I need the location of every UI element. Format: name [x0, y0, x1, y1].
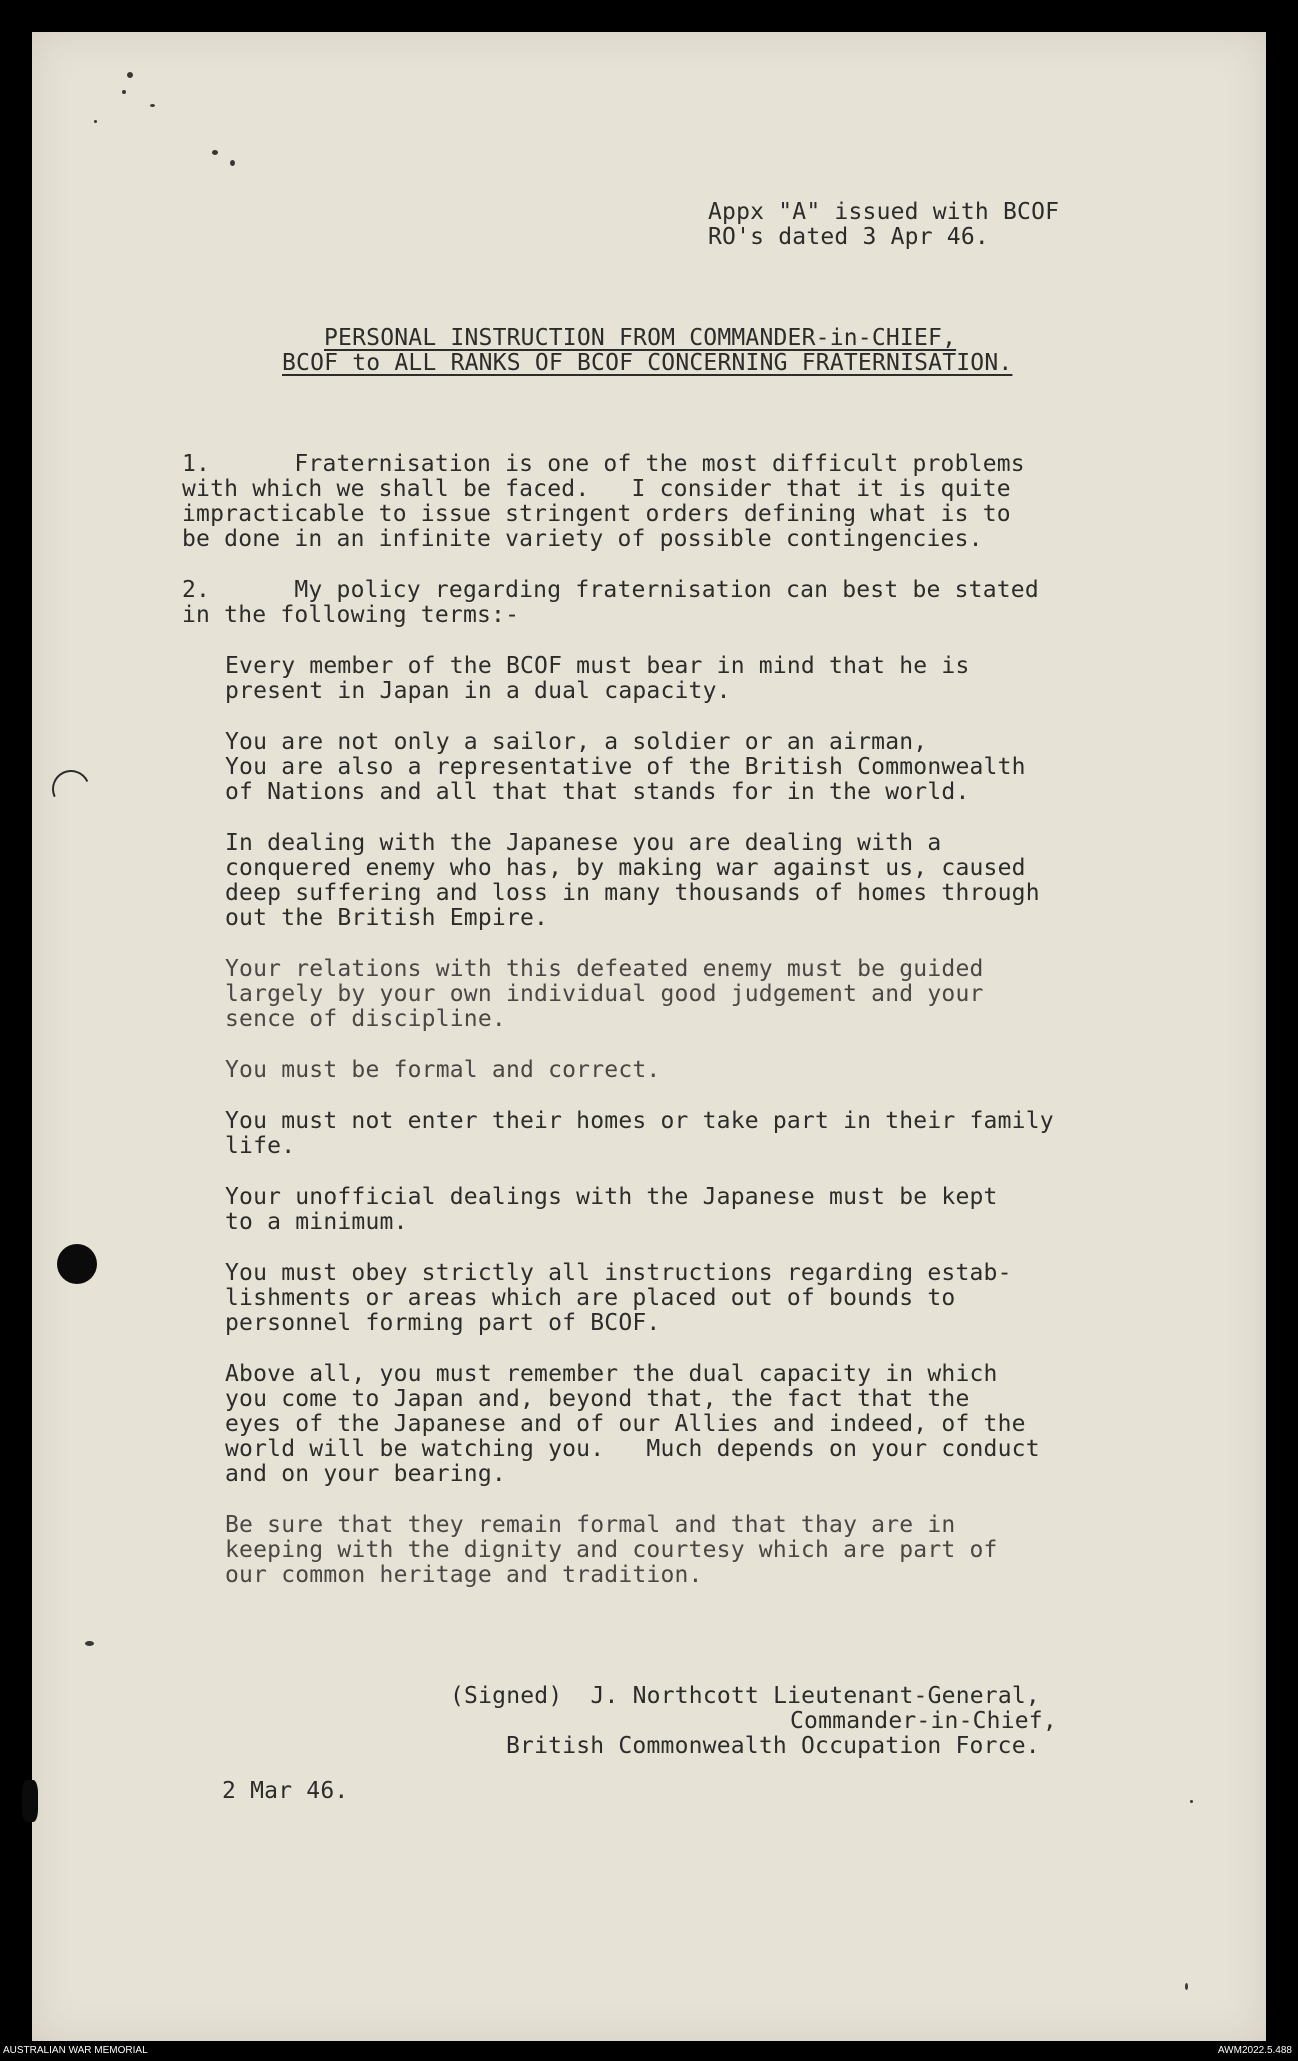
document-page: [32, 32, 1266, 2041]
paragraph-5-line-3: deep suffering and loss in many thousands of homes through: [225, 880, 1040, 906]
paragraph-2-line-1: 2. My policy regarding fraternisation can best be stated: [182, 577, 1039, 603]
title-line-1: PERSONAL INSTRUCTION FROM COMMANDER-in-CHIEF,: [324, 325, 957, 351]
paragraph-5-line-4: out the British Empire.: [225, 905, 549, 931]
paragraph-12-line-3: our common heritage and tradition.: [225, 1562, 703, 1588]
paragraph-11-line-3: eyes of the Japanese and of our Allies and indeed, of the: [225, 1411, 1026, 1437]
paragraph-10-line-1: You must obey strictly all instructions regarding estab-: [225, 1260, 1012, 1286]
paragraph-12-line-1: Be sure that they remain formal and that thay are in: [225, 1512, 956, 1538]
paragraph-9-line-2: to a minimum.: [225, 1209, 408, 1235]
signature-line-1: (Signed) J. Northcott Lieutenant-General,: [450, 1683, 1040, 1709]
paragraph-1-line-2: with which we shall be faced. I consider that it is quite: [182, 476, 1011, 502]
paragraph-4-line-2: You are also a representative of the British Commonwealth: [225, 754, 1026, 780]
paragraph-6-line-1: Your relations with this defeated enemy must be guided: [225, 956, 984, 982]
paragraph-1-line-1: 1. Fraternisation is one of the most difficult problems: [182, 451, 1025, 477]
paragraph-4-line-3: of Nations and all that that stands for in the world.: [225, 779, 970, 805]
paragraph-6-line-3: sence of discipline.: [225, 1006, 506, 1032]
punch-hole: [57, 1244, 97, 1284]
paragraph-12-line-2: keeping with the dignity and courtesy which are part of: [225, 1537, 998, 1563]
paragraph-5-line-2: conquered enemy who has, by making war against us, caused: [225, 855, 1026, 881]
paper-mark: [127, 72, 133, 78]
paragraph-3-line-2: present in Japan in a dual capacity.: [225, 678, 731, 704]
paragraph-5-line-1: In dealing with the Japanese you are dealing with a: [225, 830, 942, 856]
paper-mark: [85, 1641, 94, 1646]
paragraph-4-line-1: You are not only a sailor, a soldier or an airman,: [225, 729, 928, 755]
header-line-1: Appx "A" issued with BCOF: [708, 199, 1060, 225]
paper-mark: [230, 160, 235, 166]
paragraph-7-line-1: You must be formal and correct.: [225, 1057, 661, 1083]
paper-mark: [1185, 1983, 1188, 1990]
signature-line-3: British Commonwealth Occupation Force.: [506, 1733, 1040, 1759]
paragraph-3-line-1: Every member of the BCOF must bear in mind that he is: [225, 653, 970, 679]
paragraph-11-line-5: and on your bearing.: [225, 1461, 506, 1487]
paragraph-10-line-2: lishments or areas which are placed out of bounds to: [225, 1285, 956, 1311]
header-line-2: RO's dated 3 Apr 46.: [708, 224, 989, 250]
paragraph-1-line-3: impracticable to issue stringent orders defining what is to: [182, 501, 1011, 527]
paragraph-2-line-2: in the following terms:-: [182, 602, 520, 628]
paragraph-11-line-2: you come to Japan and, beyond that, the fact that the: [225, 1386, 970, 1412]
title-line-2: BCOF to ALL RANKS OF BCOF CONCERNING FRATERNISATION.: [282, 350, 1013, 376]
footer-credit: AUSTRALIAN WAR MEMORIAL: [3, 2045, 148, 2056]
paragraph-6-line-2: largely by your own individual good judgement and your: [225, 981, 984, 1007]
paragraph-8-line-1: You must not enter their homes or take part in their family: [225, 1108, 1054, 1134]
paper-mark: [212, 150, 218, 155]
paragraph-8-line-2: life.: [225, 1133, 296, 1159]
paragraph-1-line-4: be done in an infinite variety of possible contingencies.: [182, 526, 983, 552]
paragraph-11-line-1: Above all, you must remember the dual capacity in which: [225, 1361, 998, 1387]
document-date: 2 Mar 46.: [222, 1778, 349, 1804]
paragraph-9-line-1: Your unofficial dealings with the Japanese must be kept: [225, 1184, 998, 1210]
paper-mark: [1190, 1800, 1193, 1803]
signature-line-2: Commander-in-Chief,: [790, 1708, 1057, 1734]
paper-mark: [150, 104, 155, 107]
footer-catalogue-number: AWM2022.5.488: [1217, 2045, 1292, 2056]
paragraph-10-line-3: personnel forming part of BCOF.: [225, 1310, 661, 1336]
paragraph-11-line-4: world will be watching you. Much depends on your conduct: [225, 1436, 1040, 1462]
paper-mark: [122, 90, 126, 94]
punch-hole-outline: [47, 765, 96, 814]
edge-tear: [22, 1780, 38, 1822]
paper-mark: [94, 120, 97, 123]
